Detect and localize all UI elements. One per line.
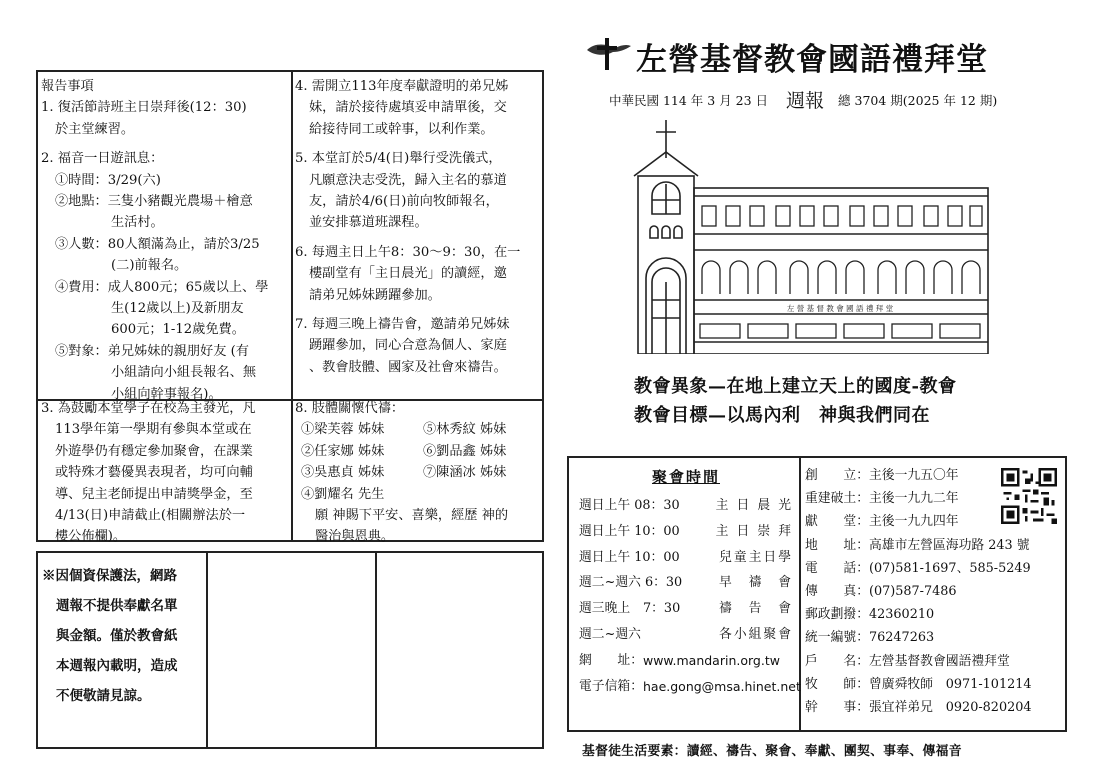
detail-groundbreaking: 重建破土：主後一九九二年 [805, 491, 959, 507]
announcement-1-line-2: 於主堂練習。 [55, 121, 135, 137]
prayer-name: ④劉耀名 先生 [301, 486, 385, 502]
issue-dateline [609, 84, 997, 111]
meeting-row [579, 545, 793, 571]
announcements-heading: 報告事項 [41, 79, 94, 94]
announcement-8-title: 8. 肢體關懷代禱： [295, 401, 405, 416]
weekly-label: 週報 [786, 90, 825, 112]
issue-number: 總 3704 期(2025 年 12 期) [838, 93, 998, 108]
prayer-row [295, 441, 542, 462]
meeting-schedule [569, 458, 799, 699]
announcement-8 [295, 398, 542, 548]
announcement-3-line: 外遊學仍有穩定參加聚會，在課業 [55, 443, 253, 459]
trip-target-3: 小組向幹事報名)。 [111, 386, 222, 402]
meeting-name: 各小組聚會 [719, 626, 793, 642]
privacy-notice [42, 561, 202, 711]
church-name-title: 左營基督教會國語禮拜堂 [636, 42, 988, 78]
church-vision: 教會異象—在地上建立天上的國度-教會 [634, 376, 957, 397]
announcement-5-line-3: 友，請於4/6(日)前向牧師報名， [309, 194, 499, 210]
privacy-line: ※因個資保護法，網路 [42, 568, 177, 584]
privacy-line: 與金額。僅於教會紙 [56, 628, 178, 644]
announcement-4-line-1: 4. 需開立113年度奉獻證明的弟兄姊 [295, 79, 509, 94]
announcement-5-line-1: 5. 本堂訂於5/4(日)舉行受洗儀式， [295, 151, 502, 167]
trip-fee-2: 生(12歲以上)及新朋友 [111, 301, 244, 317]
prayer-blessing-1: 願 神賜下平安、喜樂，經歷 神的 [315, 508, 509, 524]
meeting-name: 早 禱 會 [719, 575, 793, 591]
trip-target-2: 小組請向小組長報名、無 [111, 365, 257, 381]
announcement-3-line: 導、兒主老師提出申請獎學金，至 [55, 486, 253, 502]
website-link[interactable]: www.mandarin.org.tw [642, 652, 780, 668]
prayer-name: ⑥劉品鑫 姊妹 [423, 443, 507, 459]
trip-people-2: (二)前報名。 [111, 258, 188, 274]
privacy-line: 不便敬請見諒。 [56, 688, 151, 704]
prayer-name: ⑦陳涵冰 姊妹 [423, 465, 507, 481]
meeting-name: 主 日 晨 光 [715, 498, 793, 513]
announcement-7-line-2: 踴躍參加，同心合意為個人、家庭 [309, 338, 507, 354]
announcement-6-line-1: 6. 每週主日上午8：30～9：30，在一 [295, 244, 521, 260]
announcement-3-line: 4/13(日)申請截止(相關辦法於一 [55, 508, 246, 524]
detail-fax: 傳 真：(07)587-7486 [805, 583, 957, 599]
detail-tax-id: 統一編號：76247263 [805, 630, 935, 646]
prayer-name: ③吳惠貞 姊妹 [301, 465, 385, 481]
announcements-right-column [292, 72, 546, 545]
trip-target-1: ⑤對象：弟兄姊妹的親朋好友 (有 [55, 343, 249, 359]
privacy-notice-box [36, 551, 544, 749]
meeting-time: 週日上午 10：00 [579, 523, 680, 539]
church-info-box [567, 456, 1067, 732]
meeting-time: 週日上午 08：30 [579, 498, 680, 513]
qr-code-icon[interactable] [1001, 468, 1057, 524]
christian-life-essentials: 基督徒生活要素：讀經、禱告、聚會、奉獻、團契、事奉、傳福音 [582, 744, 962, 759]
meeting-row [579, 622, 793, 648]
trip-place-1: ②地點：三隻小豬觀光農場＋檜意 [55, 194, 253, 210]
privacy-divider [375, 553, 377, 747]
prayer-name: ②任家娜 姊妹 [301, 443, 385, 459]
meeting-time: 週二~週六 [579, 626, 641, 642]
detail-secretary: 幹 事：張宜祥弟兄 0920-820204 [805, 699, 1032, 715]
announcement-2-title: 2. 福音一日遊訊息： [41, 151, 164, 167]
church-mottos [634, 372, 956, 430]
announcement-3-line: 或特殊才藝優異表現者，均可向輔 [55, 465, 253, 481]
announcement-3-line: 樓公佈欄)。 [55, 529, 127, 545]
meeting-time: 週日上午 10：00 [579, 549, 680, 565]
trip-people-1: ③人數：80人額滿為止，請於3/25 [55, 236, 260, 252]
announcement-6-line-3: 請弟兄姊妹踴躍參加。 [309, 287, 441, 303]
prayer-name: ①梁芙蓉 姊妹 [301, 422, 385, 438]
meeting-name: 主 日 崇 拜 [715, 523, 793, 539]
detail-founded: 創 立：主後一九五〇年 [805, 468, 959, 483]
announcement-4-line-2: 妹，請於接待處填妥申請單後，交 [309, 100, 507, 116]
announcement-7-line-3: 、教會肢體、國家及社會來禱告。 [309, 359, 507, 375]
church-goal: 教會目標—以馬內利 神與我們同在 [634, 405, 930, 426]
detail-address: 地 址：高雄市左營區海功路 243 號 [805, 537, 1030, 553]
building-sign-text: 左 營 基 督 教 會 國 語 禮 拜 堂 [786, 304, 894, 313]
detail-pastor: 牧 師：曾廣舜牧師 0971-101214 [805, 676, 1032, 692]
prayer-blessing-2: 醫治與恩典。 [315, 529, 395, 545]
announcement-3-line: 3. 為鼓勵本堂學子在校為主發光，凡 [41, 401, 256, 416]
announcement-7-line-1: 7. 每週三晚上禱告會，邀請弟兄姊妹 [295, 317, 510, 333]
trip-fee-1: ④費用：成人800元；65歲以上、學 [55, 279, 269, 295]
announcement-3-line: 113學年第一學期有參與本堂或在 [55, 422, 252, 438]
detail-postal-account: 郵政劃撥：42360210 [805, 607, 935, 623]
announcement-4-line-3: 給接待同工或幹事，以利作業。 [309, 121, 494, 137]
meeting-schedule-title: 聚會時間 [651, 468, 720, 486]
prayer-row [295, 462, 542, 483]
meeting-row [579, 519, 793, 545]
announcements-box [36, 70, 544, 545]
announcements-left-column [38, 72, 292, 545]
trip-fee-3: 600元；1-12歲免費。 [111, 322, 245, 338]
meeting-name: 兒童主日學 [719, 549, 793, 565]
announcement-3 [41, 398, 288, 548]
privacy-line: 本週報內載明，造成 [56, 658, 178, 674]
church-logo-icon [585, 36, 633, 72]
website-label: 網 址： [579, 652, 643, 668]
privacy-divider [206, 553, 208, 747]
email-row [579, 674, 801, 700]
website-row [579, 648, 793, 674]
announcement-5-line-2: 凡願意決志受洗，歸入主名的慕道 [309, 172, 507, 188]
announcement-5-line-4: 並安排慕道班課程。 [309, 215, 428, 231]
prayer-name: ⑤林秀紋 姊妹 [423, 422, 507, 438]
church-building-illustration [630, 118, 990, 354]
announcement-6-line-2: 樓副堂有「主日晨光」的讀經，邀 [309, 266, 507, 282]
meeting-row [579, 493, 793, 519]
issue-date: 中華民國 114 年 3 月 23 日 [609, 93, 769, 108]
email-link[interactable]: hae.gong@msa.hinet.net [642, 678, 801, 694]
email-label: 電子信箱： [579, 678, 643, 694]
meeting-time: 週二~週六 6：30 [579, 575, 683, 591]
meeting-row [579, 596, 793, 622]
meeting-name: 禱 告 會 [719, 601, 793, 617]
trip-place-2: 生活村。 [111, 215, 164, 231]
trip-time: ①時間：3/29(六) [55, 172, 161, 188]
detail-phone: 電 話：(07)581-1697、585-5249 [805, 560, 1031, 576]
meeting-row [579, 570, 793, 596]
detail-account-name: 戶 名：左營基督教會國語禮拜堂 [805, 653, 1010, 669]
prayer-row [295, 419, 542, 440]
privacy-line: 週報不提供奉獻名單 [56, 598, 178, 614]
meeting-time: 週三晚上 7：30 [579, 601, 681, 617]
detail-dedication: 獻 堂：主後一九九四年 [805, 514, 959, 530]
announcement-1-line-1: 1. 復活節詩班主日崇拜後(12：30) [41, 100, 247, 116]
